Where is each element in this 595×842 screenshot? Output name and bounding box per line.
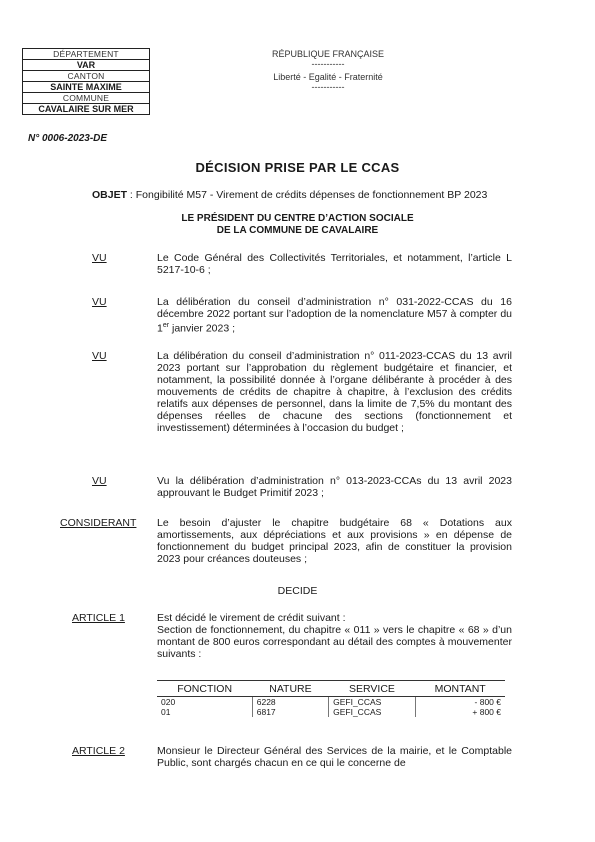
decision-reference: N° 0006-2023-DE: [28, 133, 108, 144]
commune-value: CAVALAIRE SUR MER: [38, 104, 134, 114]
credit-transfer-table: [157, 682, 505, 717]
objet-line: [92, 189, 487, 201]
header-fonction: FONCTION: [157, 682, 252, 697]
header-montant: MONTANT: [415, 682, 505, 697]
administrative-box: [22, 48, 150, 115]
article-1-line-2: Section de fonctionnement, du chapitre « 011 » vers le chapitre « 68 » d’un montant de 800 euros correspondant au détail des comptes à mouvementer suivants :: [157, 624, 512, 660]
objet-text: : Fongibilité M57 - Virement de crédits dépenses de fonctionnement BP 2023: [127, 189, 488, 201]
cell-fonction: 01: [161, 707, 171, 717]
considerant-keyword: CONSIDERANT: [60, 517, 137, 529]
president-heading: [0, 213, 595, 237]
header-nature: NATURE: [252, 682, 328, 697]
departement-label: DÉPARTEMENT: [23, 49, 149, 60]
superscript: er: [162, 322, 170, 329]
cell-fonction: 020: [161, 697, 176, 707]
vu-text: La délibération du conseil d’administration n° 031-2022-CCAS du 16 décembre 2022 portant sur l’adoption de la nomenclature M57 à compter du 1: [157, 296, 512, 335]
vu-keyword: VU: [92, 475, 107, 487]
table-row: [157, 707, 505, 717]
president-line-2: DE LA COMMUNE DE CAVALAIRE: [216, 225, 379, 236]
canton-value: SAINTE MAXIME: [23, 82, 149, 93]
header-service: SERVICE: [329, 682, 416, 697]
vu-paragraph: Vu la délibération d’administration n° 013-2023-CCAs du 13 avril 2023 approuvant le Budget Primitif 2023 ;: [157, 475, 512, 499]
article-1-paragraph: [157, 612, 512, 660]
table-header-row: [157, 682, 505, 697]
president-line-1: LE PRÉSIDENT DU CENTRE D’ACTION SOCIALE: [181, 213, 414, 224]
republic-title: RÉPUBLIQUE FRANÇAISE: [271, 49, 385, 59]
commune-label: COMMUNE: [23, 93, 149, 104]
article-1-keyword: ARTICLE 1: [72, 612, 125, 624]
vu-paragraph: [157, 296, 512, 335]
republic-header: [228, 48, 428, 94]
cell-nature: 6817: [252, 707, 328, 717]
separator-dashes: -----------: [311, 82, 345, 92]
article-2-keyword: ARTICLE 2: [72, 745, 125, 757]
cell-nature: 6228: [252, 697, 328, 708]
table-row: [157, 697, 505, 708]
article-2-paragraph: Monsieur le Directeur Général des Services de la mairie, et le Comptable Public, sont chargés chacun en ce qui le concerne de: [157, 745, 512, 769]
decide-heading: DECIDE: [277, 585, 318, 597]
separator-dashes: -----------: [311, 59, 345, 69]
vu-paragraph: Le Code Général des Collectivités Territoriales, et notamment, l’article L 5217-10-6 ;: [157, 252, 512, 276]
canton-label: CANTON: [23, 71, 149, 82]
republic-motto: Liberté - Egalité - Fraternité: [273, 72, 383, 82]
cell-service: GEFI_CCAS: [329, 707, 416, 717]
vu-keyword: VU: [92, 350, 107, 362]
cell-montant: - 800 €: [415, 697, 505, 708]
considerant-paragraph: Le besoin d’ajuster le chapitre budgétaire 68 « Dotations aux amortissements, aux dépréciations et aux provisions » en dépense de fonctionnement du budget principal 2023, afin de constituer la provision 2023 pour créances douteuses ;: [157, 517, 512, 565]
objet-label: OBJET: [92, 189, 128, 201]
table-top-rule: [157, 680, 505, 681]
cell-service: GEFI_CCAS: [329, 697, 416, 708]
cell-montant: + 800 €: [415, 707, 505, 717]
document-title: DÉCISION PRISE PAR LE CCAS: [195, 160, 400, 175]
departement-value: VAR: [23, 60, 149, 71]
article-1-line-1: Est décidé le virement de crédit suivant :: [157, 612, 346, 624]
vu-paragraph: La délibération du conseil d’administration n° 011-2023-CCAS du 13 avril 2023 portant sur l’approbation du règlement budgétaire et financier, et notamment, la possibilité donnée à l’organe délibérante à procéder à des mouvements de crédits de chapitre à chapitre, à l’exclusion des crédits relatifs aux dépenses de personnel, dans la limite de 7,5% du montant des dépenses réelles de chacune des sections (fonctionnement et investissement) déterminées à l’occasion du budget ;: [157, 350, 512, 434]
vu-keyword: VU: [92, 296, 107, 308]
vu-text: janvier 2023 ;: [169, 322, 236, 335]
vu-keyword: VU: [92, 252, 107, 264]
